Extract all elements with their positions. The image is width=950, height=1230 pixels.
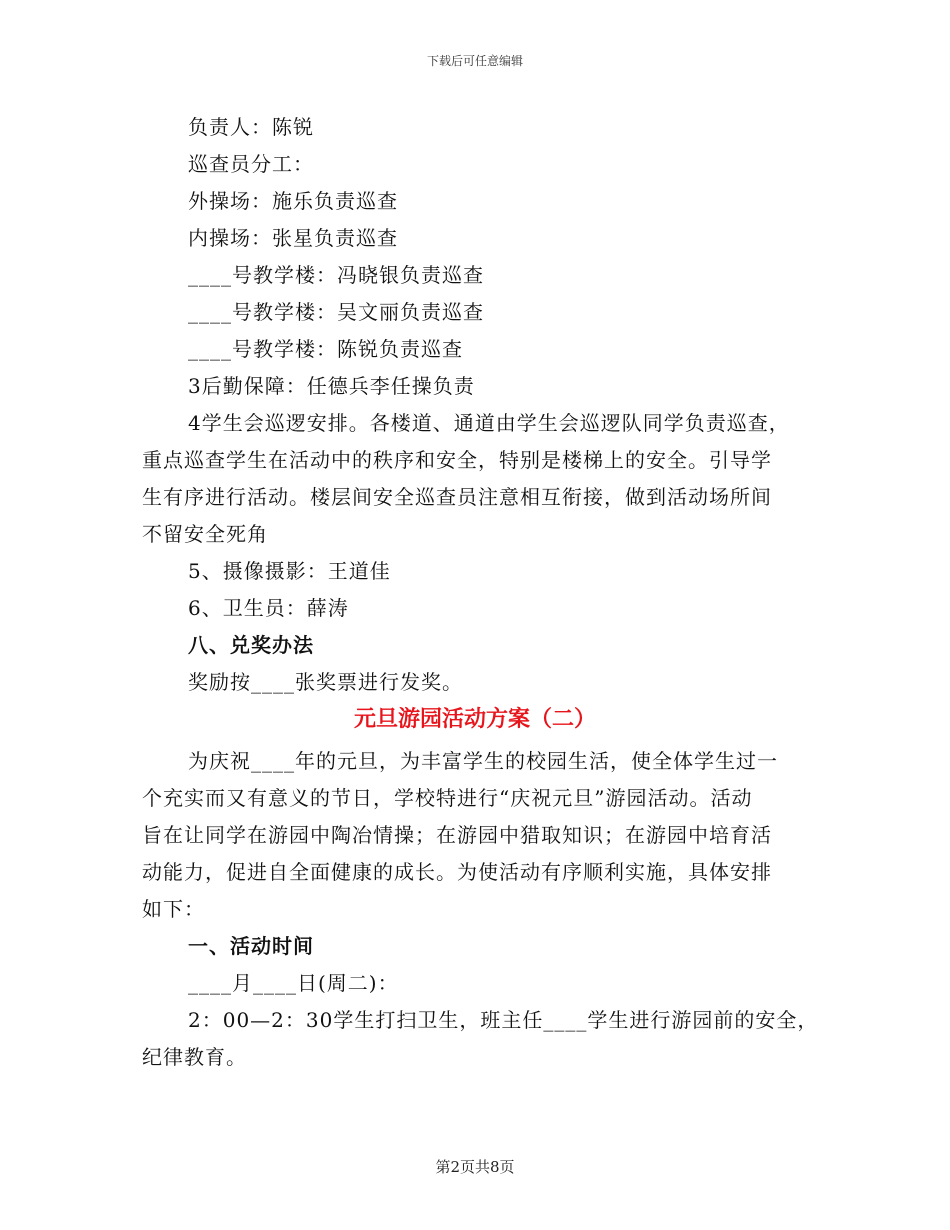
- outer-field-line: 外操场：施乐负责巡查: [188, 189, 398, 213]
- page-header: 下载后可任意编辑: [426, 54, 523, 68]
- schedule-line-2: 纪律教育。: [142, 1045, 247, 1069]
- intro-paragraph-line-2: 个充实而又有意义的节日，学校特进行“庆祝元旦”游园活动。活动: [142, 786, 753, 810]
- patrol-paragraph-line-1: 4学生会巡逻安排。各楼道、通道由学生会巡逻队同学负责巡查，: [188, 411, 790, 435]
- page-footer: 第2页共8页: [435, 1158, 515, 1176]
- patrol-paragraph-line-2: 重点巡查学生在活动中的秩序和安全，特别是楼梯上的安全。引导学: [142, 448, 772, 472]
- date-line: ____月____日(周二)：: [188, 971, 399, 995]
- building-line-2: ____号教学楼：吴文丽负责巡查: [188, 300, 484, 324]
- responsible-person-line: 负责人：陈锐: [188, 115, 314, 139]
- building-line-3: ____号教学楼：陈锐负责巡查: [188, 337, 463, 361]
- logistics-line: 3后勤保障：任德兵李任操负责: [188, 374, 475, 398]
- patrol-paragraph-line-4: 不留安全死角: [142, 522, 268, 546]
- inspector-division-line: 巡查员分工：: [188, 152, 314, 176]
- section-heading-redemption: 八、兑奖办法: [188, 633, 314, 657]
- patrol-paragraph-line-3: 生有序进行活动。楼层间安全巡查员注意相互衔接，做到活动场所间: [142, 485, 772, 509]
- document-section-title: 元旦游园活动方案（二）: [353, 707, 596, 732]
- health-officer-line: 6、卫生员：薛涛: [188, 596, 349, 620]
- intro-paragraph-line-1: 为庆祝____年的元旦，为丰富学生的校园生活，使全体学生过一: [188, 749, 778, 773]
- section-heading-activity-time: 一、活动时间: [188, 934, 314, 958]
- schedule-line-1: 2：00—2：30学生打扫卫生，班主任____学生进行游园前的安全，: [188, 1008, 819, 1032]
- building-line-1: ____号教学楼：冯晓银负责巡查: [188, 263, 484, 287]
- reward-line: 奖励按____张奖票进行发奖。: [188, 670, 463, 694]
- intro-paragraph-line-3: 旨在让同学在游园中陶冶情操；在游园中猎取知识；在游园中培育活: [142, 823, 772, 847]
- photography-line: 5、摄像摄影：王道佳: [188, 559, 391, 583]
- intro-paragraph-line-4: 动能力，促进自全面健康的成长。为使活动有序顺利实施，具体安排: [142, 860, 772, 884]
- inner-field-line: 内操场：张星负责巡查: [188, 226, 398, 250]
- intro-paragraph-line-5: 如下：: [142, 897, 205, 921]
